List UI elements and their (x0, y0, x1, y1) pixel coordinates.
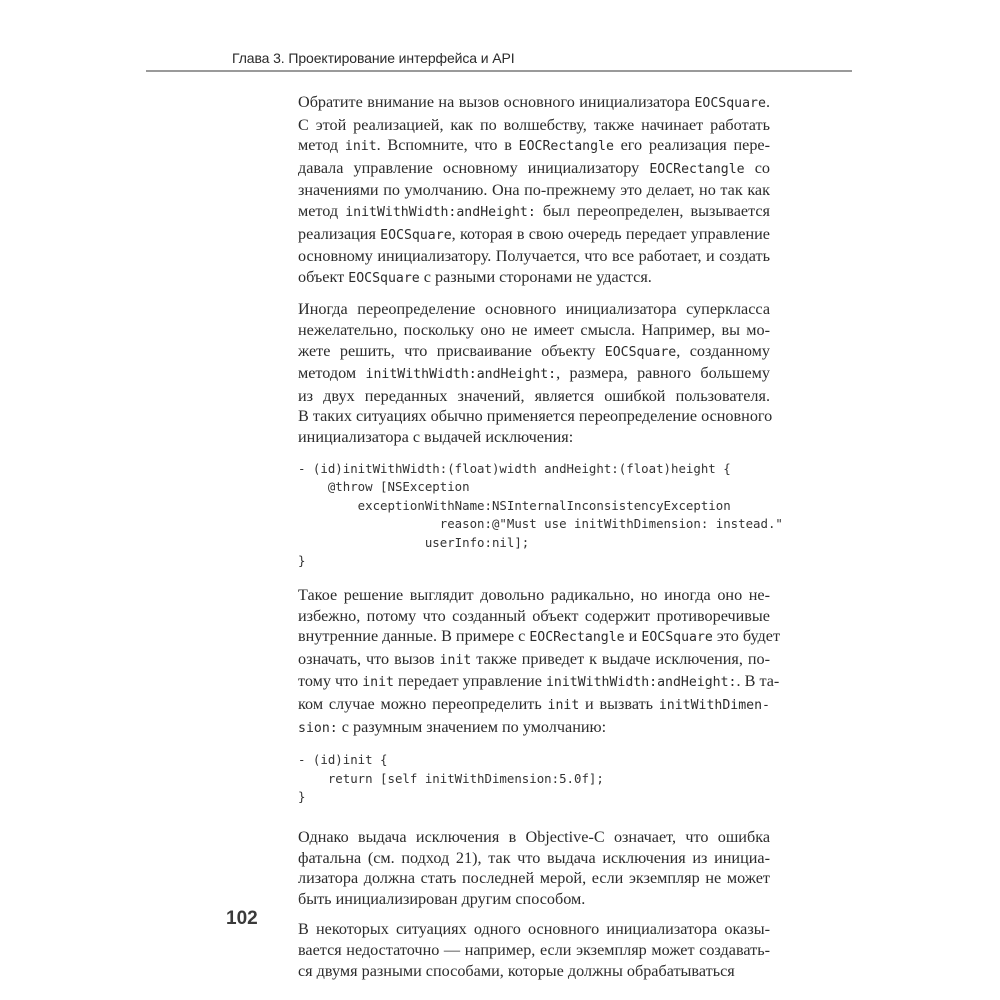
inline-code: init (362, 675, 394, 691)
text-line (298, 694, 770, 717)
text-run: избежно, потому что созданный объект содержит противоречивые (298, 606, 770, 625)
text-line (298, 135, 770, 158)
text-run: . В та- (736, 672, 780, 691)
text-run: Однако выдача исключения в Objective-C означает, что ошибка (298, 828, 770, 846)
inline-code: EOCRectangle (529, 630, 625, 646)
text-run: также приведет к выдаче исключения, по- (471, 649, 770, 668)
running-head: Глава 3. Проектирование интерфейса и API (232, 50, 515, 66)
text-run: Иногда переопределение основного инициализатора суперкласса (298, 300, 770, 319)
paragraph (298, 919, 770, 981)
text-run: , созданному (676, 341, 770, 360)
code-line: exceptionWithName:NSInternalInconsistencyException (298, 497, 731, 513)
inline-code: initWithWidth:andHeight: (345, 204, 536, 220)
text-line (298, 320, 770, 341)
text-line (298, 386, 770, 407)
text-run: ком случае можно переопределить (298, 695, 548, 714)
code-line: userInfo:nil]; (298, 534, 530, 550)
inline-code: initWithDimen- (658, 698, 770, 714)
text-run: означать, что вызов (298, 649, 440, 668)
inline-code: sion: (298, 720, 338, 736)
code-block (298, 460, 783, 572)
code-line: - (id)initWithWidth:(float)width andHeight:(float)height { (298, 460, 731, 476)
text-line (298, 267, 770, 290)
inline-code: init (344, 139, 377, 155)
text-line (298, 92, 770, 115)
text-run: из двух переданных значений, является ошибкой пользователя. (298, 386, 770, 405)
body-text (298, 92, 783, 981)
text-run: . Вспомните, что в (376, 136, 519, 155)
text-run: . (765, 93, 770, 111)
text-run: значениями по умолчанию. Она по-прежнему это делает, но так как (298, 181, 770, 200)
inline-code: EOCSquare (641, 630, 713, 646)
text-run: объект (298, 267, 349, 286)
text-run: фатальна (см. подход 21), так что выдача исключения из инициа- (298, 848, 770, 867)
text-line (298, 717, 770, 740)
text-run: основному инициализатору. Получается, что все работает, и создать (298, 247, 770, 266)
text-line (298, 406, 773, 427)
text-run: Такое решение выглядит довольно радикально, но иногда оно не- (298, 586, 770, 605)
text-line (298, 299, 770, 320)
header-rule (146, 70, 852, 72)
text-run: передает управление (393, 672, 546, 691)
text-run: нежелательно, поскольку оно не имеет смысла. Например, вы мо- (298, 320, 770, 339)
text-line (298, 180, 770, 201)
paragraph (298, 92, 770, 289)
text-line (298, 224, 770, 247)
page-number: 102 (226, 908, 258, 929)
text-line (298, 115, 770, 136)
text-run: В таких ситуациях обычно применяется переопределение основного (298, 407, 773, 426)
text-run: инициализатора с выдачей исключения: (298, 427, 574, 446)
text-line (298, 671, 780, 694)
inline-code: EOCSquare (380, 227, 452, 243)
inline-code: init (547, 698, 580, 714)
code-line: return [self initWithDimension:5.0f]; (298, 770, 604, 786)
code-line: @throw [NSException (298, 479, 470, 495)
text-run: с разными сторонами не удастся. (419, 267, 652, 286)
inline-code: EOCSquare (604, 344, 677, 360)
text-line (298, 246, 770, 267)
code-block (298, 751, 770, 807)
text-run: давала управление основному инициализатору (298, 158, 650, 177)
text-run: Обратите внимание на вызов основного инициализатора (298, 93, 695, 111)
text-line (298, 919, 770, 940)
text-run: методом (298, 364, 366, 383)
text-run: и (624, 627, 642, 646)
text-line (298, 363, 770, 386)
code-line: - (id)init { (298, 752, 388, 768)
text-line (298, 427, 770, 448)
text-run: тому что (298, 672, 363, 691)
text-run: его реализация пере- (613, 136, 770, 155)
text-line (298, 626, 781, 649)
text-run: лизатора должна стать последней мерой, если экземпляр не может (298, 869, 770, 888)
text-run: внутренние данные. В примере с (298, 627, 530, 646)
text-line (298, 341, 770, 364)
text-run: С этой реализацией, как по волшебству, также начинает работать (298, 115, 770, 134)
text-line (298, 868, 770, 889)
inline-code: init (439, 652, 472, 668)
inline-code: EOCRectangle (518, 139, 614, 155)
text-run: жете решить, что присваивание объекту (298, 341, 605, 360)
text-run: вается недостаточно — например, если экземпляр может создавать- (298, 940, 770, 959)
text-run: В некоторых ситуациях одного основного инициализатора оказы- (298, 920, 770, 939)
text-line (298, 606, 770, 627)
text-line (298, 827, 770, 848)
text-line (298, 940, 770, 961)
inline-code: initWithWidth:andHeight: (365, 367, 557, 383)
text-line (298, 158, 770, 181)
text-run: быть инициализирован другим способом. (298, 889, 586, 908)
inline-code: initWithWidth:andHeight: (545, 675, 737, 691)
code-line: } (298, 789, 306, 805)
paragraph (298, 827, 770, 909)
text-line (298, 961, 770, 982)
text-run: это будет (712, 627, 781, 646)
text-run: , которая в свою очередь передает управление (451, 224, 770, 243)
text-run: и вызвать (579, 695, 659, 714)
text-run: был переопределен, вызывается (535, 201, 770, 220)
text-run: ся двумя разными способами, которые должны обрабатываться (298, 961, 735, 980)
text-run: реализация (298, 224, 381, 243)
text-line (298, 848, 770, 869)
code-line: } (298, 553, 306, 569)
text-run: с разумным значением по умолчанию: (337, 717, 607, 736)
text-line (298, 649, 770, 672)
code-line: reason:@"Must use initWithDimension: instead." (298, 516, 783, 532)
inline-code: EOCSquare (348, 270, 420, 286)
text-run: метод (298, 201, 346, 220)
text-line (298, 201, 770, 224)
text-line (298, 889, 770, 910)
text-run: метод (298, 136, 345, 155)
inline-code: EOCSquare (694, 96, 766, 111)
text-line (298, 585, 770, 606)
text-run: со (744, 158, 770, 177)
text-run: , размера, равного большему (556, 364, 770, 383)
paragraph (298, 299, 773, 447)
inline-code: EOCRectangle (649, 161, 745, 177)
paragraph (298, 585, 781, 739)
